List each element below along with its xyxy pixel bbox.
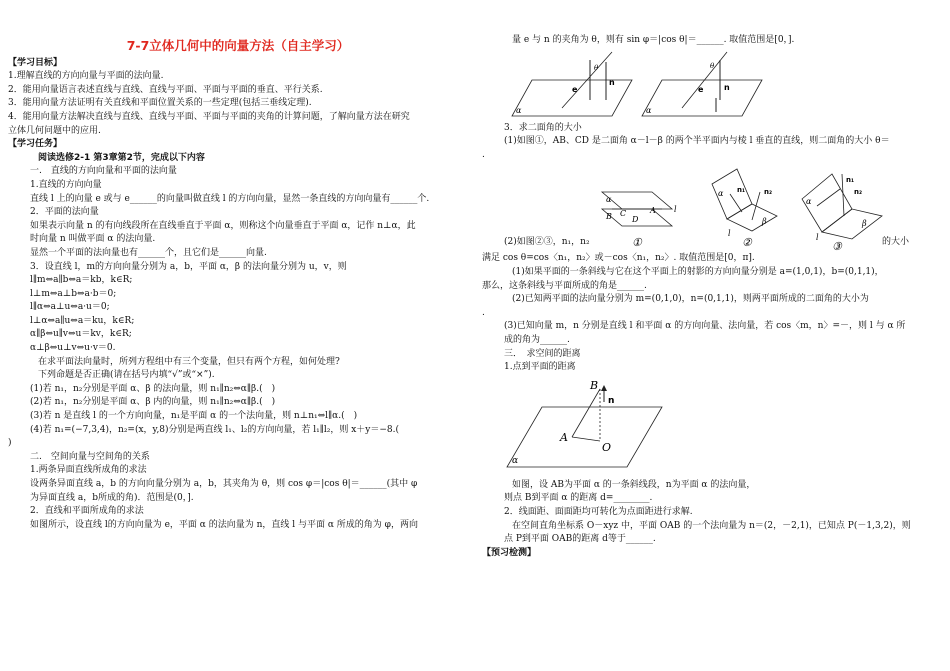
svg-text:B: B xyxy=(606,212,612,222)
left-text-line: (4)若 n₁=(−7,3,4)，n₂=(x，y,8)分别是两直线 l₁、l₂的方向向量，若 l₁∥l₂，则 x＋y＝−8.( xyxy=(30,424,400,435)
svg-text:A: A xyxy=(650,206,656,216)
left-text-line: 1.理解直线的方向向量与平面的法向量. xyxy=(8,71,164,82)
right-bottom-text-line: 2．线面距、面面距均可转化为点面距进行求解. xyxy=(504,506,693,517)
svg-text:θ: θ xyxy=(710,61,715,70)
svg-text:l: l xyxy=(674,205,677,215)
svg-text:θ: θ xyxy=(594,63,599,72)
left-text-line: 时向量 n 叫做平面 α 的法向量. xyxy=(30,234,156,245)
page-title: 7-7立体几何中的向量方法（自主学习） xyxy=(126,38,350,53)
fig2-line-left: (2)如图②③，n₁，n₂ xyxy=(504,237,590,248)
svg-text:α: α xyxy=(606,195,612,205)
svg-text:n₁: n₁ xyxy=(846,176,855,185)
svg-text:D: D xyxy=(632,215,639,225)
right-bottom-text-line: 则点 B到平面 α 的距离 d=________. xyxy=(504,493,653,504)
point-plane-distance-figure xyxy=(502,377,682,477)
svg-text:A: A xyxy=(560,430,568,444)
svg-text:n₂: n₂ xyxy=(854,188,863,197)
left-text-line: 下列命题是否正确(请在括号内填“√”或“×”). xyxy=(38,370,215,381)
left-text-line: 3．能用向量方法证明有关直线和平面位置关系的一些定理(包括三垂线定理). xyxy=(8,98,312,109)
left-text-line: 1.直线的方向向量 xyxy=(30,179,102,190)
left-text-line: l∥m⇔a∥b⇔a＝kb，k∈R; xyxy=(30,275,133,286)
svg-text:β: β xyxy=(762,217,767,227)
left-text-line: l⊥m⇔a⊥b⇔a·b＝0; xyxy=(30,288,117,299)
left-text-line: 【学习任务】 xyxy=(8,139,63,150)
dihedral-figures xyxy=(482,164,944,252)
left-text-block xyxy=(8,57,468,533)
svg-text:e: e xyxy=(698,84,704,94)
right-mid-block xyxy=(482,122,944,163)
right-after-text-line: 三． 求空间的距离 xyxy=(504,348,581,359)
left-text-line: 一. 直线的方向向量和平面的法向量 xyxy=(30,166,177,177)
right-after-text-line: . xyxy=(482,307,485,318)
svg-text:α: α xyxy=(646,105,652,115)
left-text-line: l⊥α⇔a∥u⇔a＝ku，k∈R; xyxy=(30,315,135,326)
svg-text:n: n xyxy=(608,395,615,406)
right-bottom-text-line: 如图，设 AB为平面 α 的一条斜线段，n为平面 α 的法向量， xyxy=(512,479,756,490)
fig-e-label: e xyxy=(572,84,578,94)
left-text-line: α⊥β⇔u⊥v⇔u·v＝0. xyxy=(30,343,116,354)
left-text-line: 2．平面的法向量 xyxy=(30,207,99,218)
svg-text:l: l xyxy=(728,229,731,239)
svg-text:O: O xyxy=(602,440,612,454)
left-text-line: 2．直线和平面所成角的求法 xyxy=(30,506,144,517)
right-after-text-line: 那么，这条斜线与平面所成的角是______. xyxy=(482,280,647,291)
svg-text:n: n xyxy=(609,77,615,87)
line-plane-figures xyxy=(482,50,944,120)
svg-text:α: α xyxy=(516,105,522,115)
right-mid-text-line: (1)如图①，AB、CD 是二面角 α－l－β 的两个半平面内与棱 l 垂直的直线，则二面角的大小 θ＝ xyxy=(504,136,890,147)
figure-2-caption: ② xyxy=(742,236,752,250)
fig2-line-right: 的大小 xyxy=(882,237,910,248)
svg-text:α: α xyxy=(718,189,724,199)
right-after-text-line: (3)已知向量 m，n 分别是直线 l 和平面 α 的方向向量、法向量，若 cos〈m，n〉=－，则 l 与 α 所 xyxy=(504,321,906,332)
right-after-text-line: (1)如果平面的一条斜线与它在这个平面上的射影的方向向量分别是 a=(1,0,1)，b=(0,1,1)， xyxy=(512,266,884,277)
left-text-line: 设两条异面直线 a，b 的方向向量分别为 a，b，其夹角为 θ，则 cos φ＝|cos θ|＝______(其中 φ xyxy=(30,479,418,489)
right-bottom-text-line: 在空间直角坐标系 O－xyz 中，平面 OAB 的一个法向量为 n＝(2，－2,1)，已知点 P(－1,3,2)，则 xyxy=(512,520,911,531)
left-text-line: 1.两条异面直线所成角的求法 xyxy=(30,465,147,476)
svg-text:α: α xyxy=(806,197,812,207)
left-text-line: ) xyxy=(8,438,12,449)
point-plane-figure xyxy=(482,377,944,477)
svg-text:n₁: n₁ xyxy=(737,186,746,195)
right-after-text-line: 满足 cos θ=cos〈n₁，n₂〉或－cos〈n₁，n₂〉. 取值范围是[0，π]. xyxy=(482,253,755,264)
right-column xyxy=(482,0,944,560)
left-text-line: 【学习目标】 xyxy=(8,57,63,68)
svg-text:n: n xyxy=(724,82,730,92)
left-text-line: 如图所示，设直线 l的方向向量为 e，平面 α 的法向量为 n，直线 l 与平面 α 所成的角为 φ，两向 xyxy=(30,519,418,530)
right-bottom-text-line: 点 P到平面 OAB的距离 d等于______. xyxy=(504,534,656,545)
line-plane-angle-figure xyxy=(502,50,802,122)
right-bottom-block xyxy=(482,479,944,561)
left-text-line: (1)若 n₁，n₂分别是平面 α、β 的法向量，则 n₁∥n₂⇔α∥β.( ) xyxy=(30,383,276,394)
left-column xyxy=(8,0,468,532)
left-text-line: 2．能用向量语言表述直线与直线、直线与平面、平面与平面的垂直、平行关系. xyxy=(8,84,323,95)
left-text-line: α∥β⇔u∥v⇔u＝kv，k∈R; xyxy=(30,329,132,340)
left-text-line: 4．能用向量方法解决直线与直线、直线与平面、平面与平面的夹角的计算问题，了解向量方法在研究 xyxy=(8,111,410,122)
left-text-line: (2)若 n₁，n₂分别是平面 α、β 内的向量，则 n₁∥n₂⇔α∥β.( ) xyxy=(30,397,276,408)
right-mid-text-line: . xyxy=(482,149,485,160)
svg-text:B: B xyxy=(590,378,599,392)
left-text-line: 阅读选修2-1 第3章第2节，完成以下内容 xyxy=(38,152,205,163)
left-text-line: 二. 空间向量与空间角的关系 xyxy=(30,451,150,462)
right-after-text-line: 成的角为______. xyxy=(504,334,570,345)
svg-text:l: l xyxy=(816,233,819,243)
right-top-line: 量 e 与 n 的夹角为 θ，则有 sin φ＝|cos θ|＝______. 取值范围是[0，]. xyxy=(512,35,795,45)
right-after-text-line: 1.点到平面的距离 xyxy=(504,362,576,373)
svg-text:β: β xyxy=(862,219,867,229)
svg-text:C: C xyxy=(620,209,627,219)
left-text-line: 显然一个平面的法向量也有______个，且它们是______向量. xyxy=(30,247,267,258)
left-text-line: 直线 l 上的向量 e 或与 e______的向量叫做直线 l 的方向向量，显然一条直线的方向向量有______个. xyxy=(30,193,430,204)
figure-1-caption: ① xyxy=(632,236,642,250)
svg-text:n₂: n₂ xyxy=(764,188,773,197)
left-text-line: 立体几何问题中的应用. xyxy=(8,125,101,136)
svg-text:α: α xyxy=(512,455,519,466)
left-text-line: 如果表示向量 n 的有向线段所在直线垂直于平面 α，则称这个向量垂直于平面 α，记作 n⊥α，此 xyxy=(30,220,416,231)
right-mid-text-line: 3．求二面角的大小 xyxy=(504,122,582,133)
left-text-line: (3)若 n 是直线 l 的一个方向向量，n₁是平面 α 的一个法向量，则 n⊥n₁⇔l∥α.( ) xyxy=(30,411,358,422)
left-text-line: 3．设直线 l，m的方向向量分别为 a，b，平面 α，β 的法向量分别为 u，v，则 xyxy=(30,261,347,272)
right-after-text-line: (2)已知两平面的法向量分别为 m=(0,1,0)，n=(0,1,1)，则两平面所成的二面角的大小为 xyxy=(512,294,869,305)
right-after-block xyxy=(482,252,944,374)
left-text-line: 在求平面法向量时，所列方程组中有三个变量，但只有两个方程，如何处理? xyxy=(38,356,340,367)
figure-3-caption: ③ xyxy=(832,240,842,253)
right-bottom-text-line: 【预习检测】 xyxy=(482,547,537,558)
left-text-line: 为异面直线 a，b所成的角)．范围是(0，]. xyxy=(30,492,194,503)
left-text-line: l∥α⇔a⊥u⇔a·u＝0; xyxy=(30,302,110,313)
